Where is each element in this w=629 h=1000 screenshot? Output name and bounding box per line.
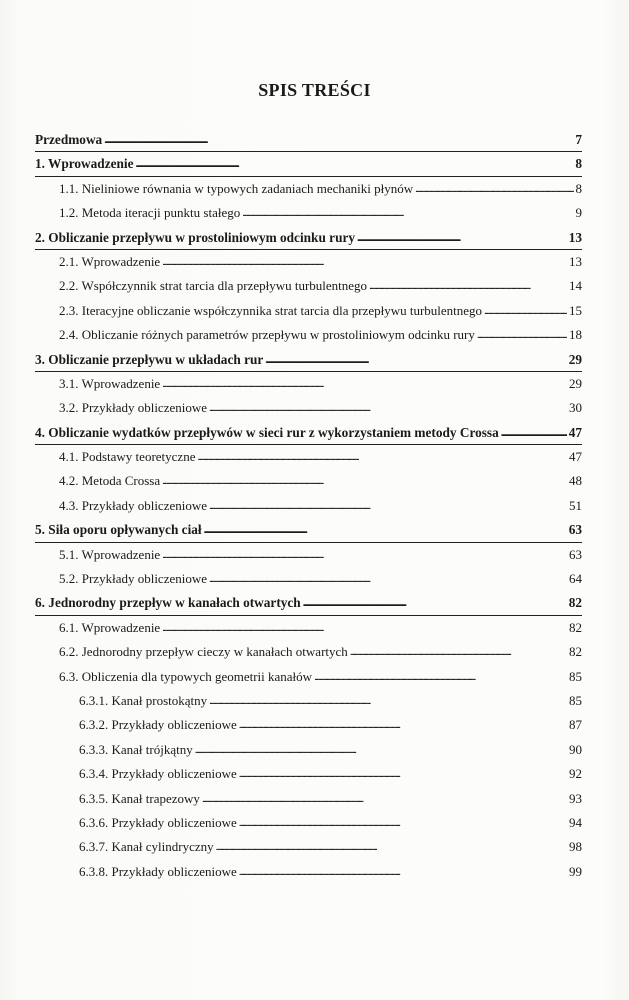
toc-page-number: 18 xyxy=(569,327,582,343)
toc-section-row xyxy=(35,665,582,689)
toc-entry xyxy=(35,543,582,567)
dot-leader xyxy=(239,810,567,835)
toc-page-number: 99 xyxy=(569,863,582,879)
toc-page-number: 30 xyxy=(569,400,582,416)
toc-entry-label: 6.3.3. Kanał trójkątny xyxy=(79,741,193,757)
toc-entry-label: 1.1. Nieliniowe równania w typowych zadaniach mechaniki płynów xyxy=(59,180,414,196)
toc-entry xyxy=(35,152,582,176)
toc-entry xyxy=(35,640,582,664)
toc-entry xyxy=(35,811,582,835)
dot-leader xyxy=(162,371,567,396)
dot-leader xyxy=(239,712,567,737)
toc-entry xyxy=(35,445,582,469)
toc-chapter-row xyxy=(35,348,582,372)
toc-entry-label: 3.1. Wprowadzenie xyxy=(59,375,161,391)
toc-section-row xyxy=(35,567,582,591)
toc-page-number: 29 xyxy=(568,351,582,367)
dot-leader xyxy=(162,542,567,567)
toc-entry xyxy=(35,713,582,737)
toc-entry xyxy=(35,738,582,762)
toc-entry xyxy=(35,860,582,884)
toc-section-row xyxy=(35,299,582,323)
toc-section-row xyxy=(35,469,582,493)
toc-entry xyxy=(35,567,582,591)
toc-entry xyxy=(35,396,582,420)
toc-page-number: 47 xyxy=(569,449,582,465)
toc-entry xyxy=(35,250,582,274)
toc-entry xyxy=(35,591,582,615)
toc-entry xyxy=(35,762,582,786)
toc-section-row xyxy=(35,543,582,567)
toc-entry xyxy=(35,177,582,201)
toc-page-number: 8 xyxy=(575,180,582,196)
dot-leader xyxy=(136,151,574,176)
toc-page-number: 9 xyxy=(575,205,582,221)
dot-leader xyxy=(239,761,567,786)
dot-leader xyxy=(162,615,567,640)
table-of-contents xyxy=(35,128,582,884)
page-title: SPIS TREŚCI xyxy=(258,80,371,100)
dot-leader xyxy=(357,225,567,250)
toc-entry xyxy=(35,226,582,250)
toc-entry-label: 6.3.5. Kanał trapezowy xyxy=(79,790,200,806)
toc-entry xyxy=(35,348,582,372)
toc-section-row xyxy=(35,201,582,225)
toc-page-number: 82 xyxy=(569,644,582,660)
toc-entry-label: 2.4. Obliczanie różnych parametrów przepływu w prostoliniowym odcinku rury xyxy=(59,327,475,343)
toc-chapter-row xyxy=(35,152,582,176)
toc-page-number: 7 xyxy=(575,132,582,147)
toc-page-number: 51 xyxy=(569,497,582,513)
toc-section-row xyxy=(35,396,582,420)
dot-leader xyxy=(162,468,567,493)
toc-entry xyxy=(35,787,582,811)
toc-section-row xyxy=(35,738,582,762)
toc-entry-label: 5.2. Przykłady obliczeniowe xyxy=(59,571,208,587)
toc-chapter-row xyxy=(35,421,582,445)
toc-entry xyxy=(35,372,582,396)
toc-entry xyxy=(35,421,582,445)
toc-section-row xyxy=(35,713,582,737)
dot-leader xyxy=(314,664,567,689)
toc-section-row xyxy=(35,762,582,786)
toc-entry-label: 6. Jednorodny przepływ w kanałach otwartych xyxy=(35,595,301,611)
dot-leader xyxy=(216,834,567,859)
toc-entry-label: 6.3.4. Przykłady obliczeniowe xyxy=(79,766,237,782)
toc-page-number: 13 xyxy=(568,229,582,245)
toc-page-number: 15 xyxy=(569,302,582,318)
toc-page-number: 94 xyxy=(569,814,582,830)
toc-entry xyxy=(35,323,582,347)
toc-entry-label: 6.3.8. Przykłady obliczeniowe xyxy=(79,863,237,879)
toc-entry-label: 2.1. Wprowadzenie xyxy=(59,253,161,269)
toc-entry xyxy=(35,689,582,713)
toc-entry-label: 3. Obliczanie przepływu w układach rur xyxy=(35,351,264,367)
toc-section-row xyxy=(35,274,582,298)
toc-section-row xyxy=(35,445,582,469)
toc-entry-label: 6.3.6. Przykłady obliczeniowe xyxy=(79,814,237,830)
toc-section-row xyxy=(35,250,582,274)
toc-entry-label: 1. Wprowadzenie xyxy=(35,156,134,172)
dot-leader xyxy=(484,298,567,323)
dot-leader xyxy=(209,395,567,420)
toc-entry-label: 4. Obliczanie wydatków przepływów w sieci rur z wykorzystaniem metody Crossa xyxy=(35,424,499,440)
toc-entry-label: 5. Siła oporu opływanych ciał xyxy=(35,522,202,538)
dot-leader xyxy=(369,273,567,298)
dot-leader xyxy=(195,737,567,762)
toc-entry xyxy=(35,299,582,323)
toc-entry-label: 4.1. Podstawy teoretyczne xyxy=(59,449,196,465)
toc-entry xyxy=(35,616,582,640)
toc-entry-label: 6.3.1. Kanał prostokątny xyxy=(79,692,208,708)
toc-section-row xyxy=(35,323,582,347)
toc-section-row xyxy=(35,494,582,518)
toc-entry-label: 1.2. Metoda iteracji punktu stałego xyxy=(59,205,241,221)
toc-chapter-row xyxy=(35,591,582,615)
dot-leader xyxy=(209,688,567,713)
toc-page-number: 82 xyxy=(569,619,582,635)
toc-chapter-row xyxy=(35,518,582,542)
toc-entry xyxy=(35,665,582,689)
toc-page-number: 90 xyxy=(569,741,582,757)
toc-entry xyxy=(35,469,582,493)
toc-section-row xyxy=(35,177,582,201)
dot-leader xyxy=(104,127,573,152)
toc-page-number: 93 xyxy=(569,790,582,806)
toc-entry-label: Przedmowa xyxy=(35,132,103,147)
dot-leader xyxy=(197,444,567,469)
toc-entry-label: 5.1. Wprowadzenie xyxy=(59,546,161,562)
toc-entry xyxy=(35,494,582,518)
toc-page-number: 8 xyxy=(575,156,582,172)
toc-page-number: 64 xyxy=(569,571,582,587)
toc-entry-label: 2.2. Współczynnik strat tarcia dla przepływu turbulentnego xyxy=(59,278,368,294)
dot-leader xyxy=(350,639,567,664)
dot-leader xyxy=(204,517,567,542)
dot-leader xyxy=(265,347,566,372)
dot-leader xyxy=(501,420,567,445)
dot-leader xyxy=(415,176,573,201)
toc-section-row xyxy=(35,372,582,396)
toc-entry-label: 6.3. Obliczenia dla typowych geometrii kanałów xyxy=(59,668,313,684)
toc-entry-label: 6.3.2. Przykłady obliczeniowe xyxy=(79,717,237,733)
dot-leader xyxy=(477,322,567,347)
toc-page-number: 63 xyxy=(569,546,582,562)
toc-section-row xyxy=(35,835,582,859)
toc-page-number: 98 xyxy=(569,839,582,855)
dot-leader xyxy=(239,859,567,884)
toc-entry-label: 6.3.7. Kanał cylindryczny xyxy=(79,839,214,855)
toc-entry-label: 2.3. Iteracyjne obliczanie współczynnika strat tarcia dla przepływu turbulentnego xyxy=(59,302,483,318)
toc-entry xyxy=(35,835,582,859)
toc-page-number: 47 xyxy=(568,424,582,440)
toc-entry xyxy=(35,128,582,152)
toc-page-number: 87 xyxy=(569,717,582,733)
dot-leader xyxy=(162,249,567,274)
toc-page-number: 85 xyxy=(569,668,582,684)
toc-chapter-row xyxy=(35,128,582,152)
toc-page-number: 14 xyxy=(569,278,582,294)
toc-entry-label: 6.1. Wprowadzenie xyxy=(59,619,161,635)
toc-entry-label: 4.3. Przykłady obliczeniowe xyxy=(59,497,208,513)
toc-page-number: 92 xyxy=(569,766,582,782)
toc-section-row xyxy=(35,811,582,835)
toc-page-number: 29 xyxy=(569,375,582,391)
toc-page-number: 13 xyxy=(569,253,582,269)
dot-leader xyxy=(303,590,567,615)
toc-entry-label: 6.2. Jednorodny przepływ cieczy w kanałach otwartych xyxy=(59,644,348,660)
dot-leader xyxy=(209,566,567,591)
toc-entry-label: 3.2. Przykłady obliczeniowe xyxy=(59,400,208,416)
toc-section-row xyxy=(35,689,582,713)
toc-section-row xyxy=(35,616,582,640)
toc-page-number: 82 xyxy=(568,595,582,611)
dot-leader xyxy=(242,200,573,225)
toc-chapter-row xyxy=(35,226,582,250)
toc-section-row xyxy=(35,860,582,884)
dot-leader xyxy=(209,493,567,518)
toc-entry-label: 4.2. Metoda Crossa xyxy=(59,473,161,489)
toc-section-row xyxy=(35,640,582,664)
toc-entry xyxy=(35,274,582,298)
toc-page-number: 85 xyxy=(569,692,582,708)
toc-entry-label: 2. Obliczanie przepływu w prostoliniowym odcinku rury xyxy=(35,229,356,245)
toc-entry xyxy=(35,201,582,225)
toc-page-number: 63 xyxy=(568,522,582,538)
toc-page-number: 48 xyxy=(569,473,582,489)
toc-entry xyxy=(35,518,582,542)
toc-section-row xyxy=(35,787,582,811)
dot-leader xyxy=(202,786,567,811)
